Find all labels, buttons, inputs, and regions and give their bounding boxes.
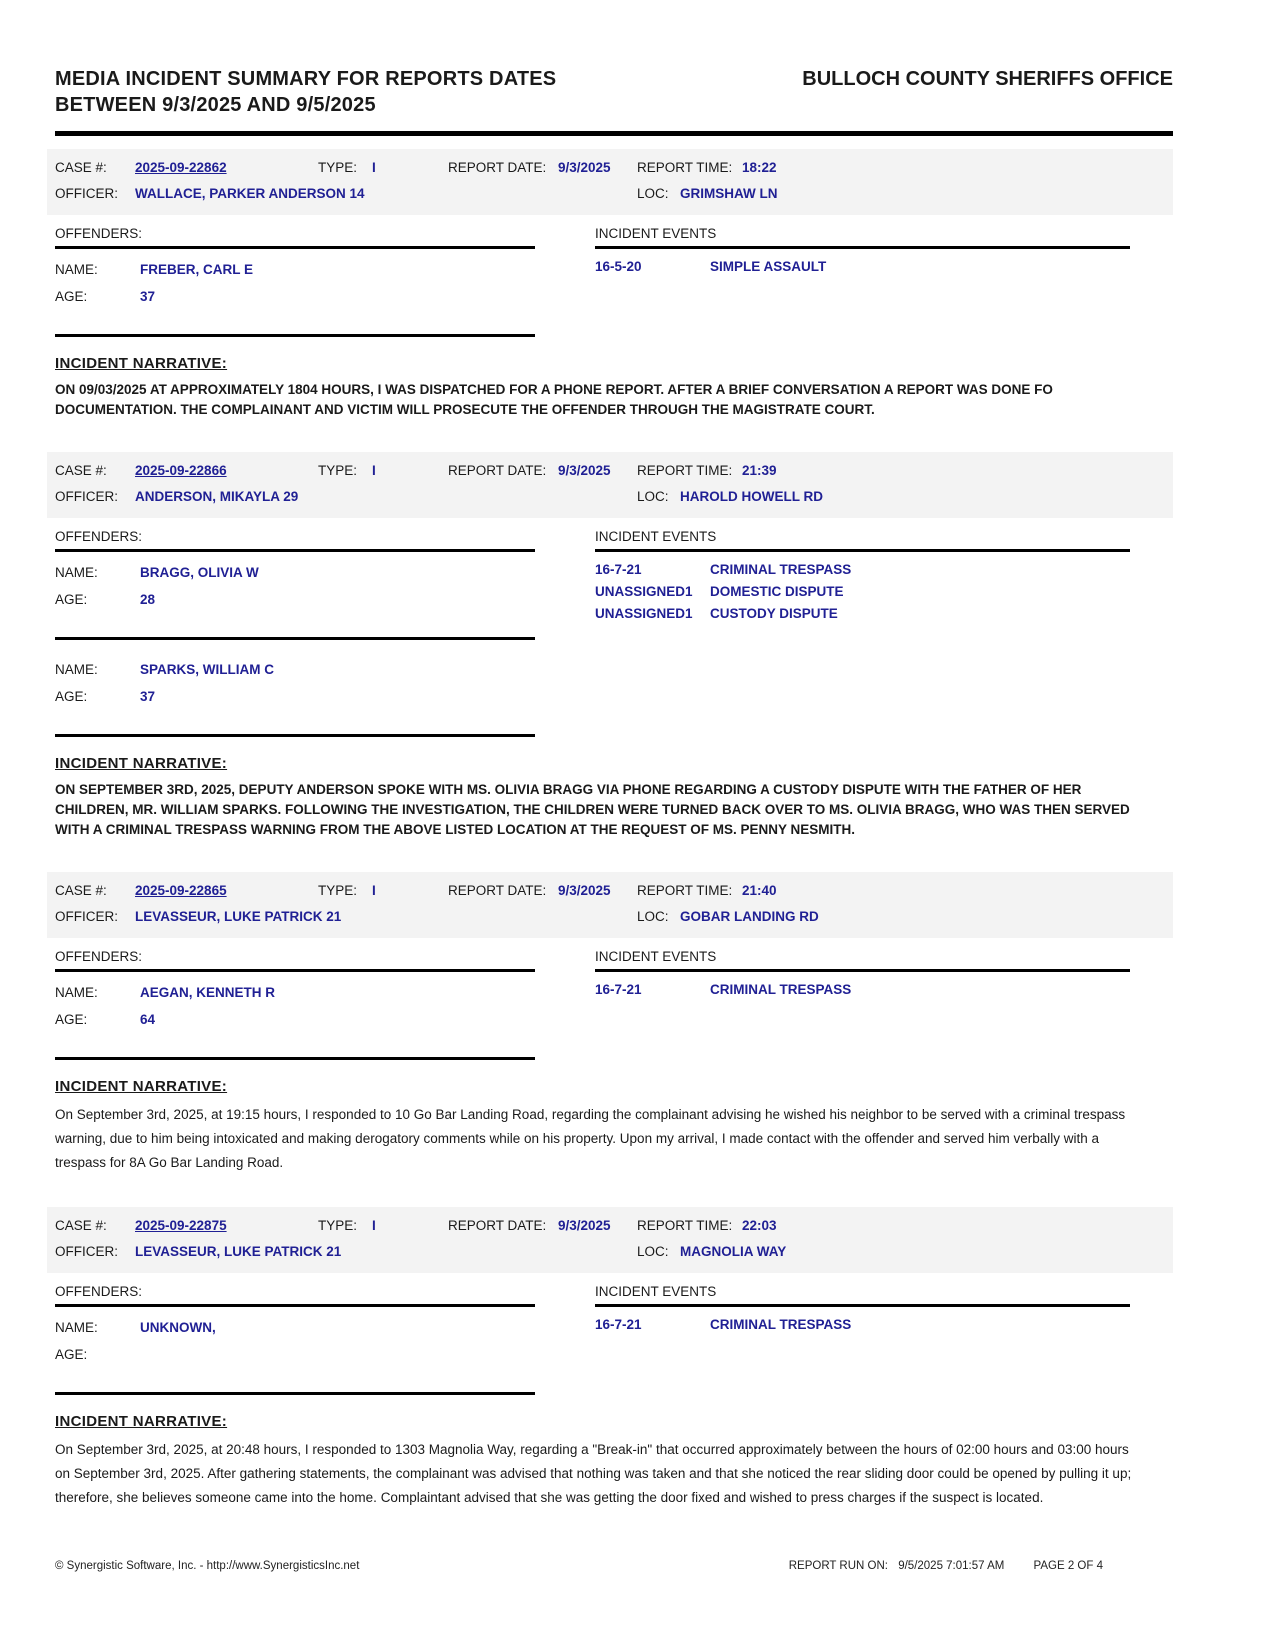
case-header-row2 <box>55 484 1173 510</box>
loc-value: MAGNOLIA WAY <box>680 1244 787 1259</box>
case-header-row1 <box>55 155 1173 181</box>
type-value: I <box>372 1218 376 1233</box>
officer-value: LEVASSEUR, LUKE PATRICK 21 <box>135 1244 342 1259</box>
name-value: UNKNOWN, <box>140 1320 216 1335</box>
incident-events-section <box>595 528 1130 737</box>
report-date-label: REPORT DATE: <box>448 1218 547 1233</box>
report-time-value: 21:40 <box>742 883 777 898</box>
name-value: SPARKS, WILLIAM C <box>140 662 274 677</box>
loc-label: LOC: <box>637 489 669 504</box>
event-description: DOMESTIC DISPUTE <box>710 584 844 599</box>
event-code: 16-7-21 <box>595 562 642 577</box>
report-time-label: REPORT TIME: <box>637 160 733 175</box>
case-header-row2 <box>55 1239 1173 1265</box>
incident-events-section <box>595 225 1130 337</box>
offenders-label: OFFENDERS: <box>55 1284 143 1299</box>
age-label: AGE: <box>55 289 88 304</box>
offender-name-row <box>55 1314 535 1341</box>
incident-events-rule <box>595 246 1130 249</box>
incident-narrative-heading: INCIDENT NARRATIVE: <box>55 755 228 772</box>
age-label: AGE: <box>55 1012 88 1027</box>
report-date-label: REPORT DATE: <box>448 463 547 478</box>
age-value: 64 <box>140 1012 156 1027</box>
offender-name-row <box>55 656 535 683</box>
page-indicator: PAGE 2 OF 4 <box>1033 1560 1103 1572</box>
type-label: TYPE: <box>318 463 358 478</box>
offenders-rule <box>55 549 535 552</box>
offender-name-row <box>55 256 535 283</box>
offender-name-row <box>55 559 535 586</box>
case-header-row1 <box>55 878 1173 904</box>
offender-divider <box>55 334 535 337</box>
age-value: 37 <box>140 689 156 704</box>
incident-events-section <box>595 948 1130 1060</box>
case-detail-columns <box>55 528 1173 737</box>
officer-label: OFFICER: <box>55 186 118 201</box>
event-code: 16-5-20 <box>595 259 642 274</box>
case-block <box>55 1207 1173 1510</box>
offender-group <box>55 559 535 613</box>
report-header <box>55 66 1173 118</box>
offender-age-row <box>55 586 535 613</box>
event-description: CRIMINAL TRESPASS <box>710 562 852 577</box>
event-description: SIMPLE ASSAULT <box>710 259 827 274</box>
loc-value: GRIMSHAW LN <box>680 186 778 201</box>
offender-group <box>55 256 535 310</box>
event-code: UNASSIGNED1 <box>595 606 693 621</box>
name-label: NAME: <box>55 262 98 277</box>
report-date-value: 9/3/2025 <box>558 1218 611 1233</box>
offender-group <box>55 1314 535 1368</box>
report-time-value: 21:39 <box>742 463 777 478</box>
offender-divider <box>55 734 535 737</box>
event-description: CUSTODY DISPUTE <box>710 606 838 621</box>
event-row <box>595 256 1130 278</box>
case-block <box>55 149 1173 420</box>
report-page <box>55 0 1173 1510</box>
loc-label: LOC: <box>637 909 669 924</box>
case-block <box>55 872 1173 1175</box>
case-number-link[interactable]: 2025-09-22862 <box>135 160 227 175</box>
incident-events-label: INCIDENT EVENTS <box>595 529 717 544</box>
page-title-line2: BETWEEN 9/3/2025 AND 9/5/2025 <box>55 94 376 116</box>
incident-events-label: INCIDENT EVENTS <box>595 949 717 964</box>
incident-events-rule <box>595 969 1130 972</box>
offenders-label: OFFENDERS: <box>55 226 143 241</box>
report-time-value: 22:03 <box>742 1218 777 1233</box>
offender-name-row <box>55 979 535 1006</box>
page-footer <box>55 1560 1173 1572</box>
case-header-band <box>47 149 1173 215</box>
event-list <box>595 1314 1130 1336</box>
offenders-section <box>55 528 535 737</box>
name-value: FREBER, CARL E <box>140 262 254 277</box>
loc-value: GOBAR LANDING RD <box>680 909 819 924</box>
officer-value: LEVASSEUR, LUKE PATRICK 21 <box>135 909 342 924</box>
incident-events-label: INCIDENT EVENTS <box>595 1284 717 1299</box>
name-label: NAME: <box>55 1320 98 1335</box>
report-date-label: REPORT DATE: <box>448 160 547 175</box>
offender-age-row <box>55 1006 535 1033</box>
incident-narrative-heading: INCIDENT NARRATIVE: <box>55 1413 228 1430</box>
name-value: BRAGG, OLIVIA W <box>140 565 259 580</box>
type-value: I <box>372 463 376 478</box>
report-date-label: REPORT DATE: <box>448 883 547 898</box>
case-detail-columns <box>55 225 1173 337</box>
offenders-rule <box>55 246 535 249</box>
age-label: AGE: <box>55 592 88 607</box>
footer-run-info <box>789 1560 1173 1572</box>
incident-events-rule <box>595 549 1130 552</box>
event-row <box>595 559 1130 581</box>
case-number-label: CASE #: <box>55 1218 107 1233</box>
offenders-section <box>55 948 535 1060</box>
event-description: CRIMINAL TRESPASS <box>710 982 852 997</box>
type-value: I <box>372 883 376 898</box>
offender-age-row <box>55 683 535 710</box>
loc-value: HAROLD HOWELL RD <box>680 489 823 504</box>
event-row <box>595 603 1130 625</box>
offenders-rule <box>55 969 535 972</box>
incident-narrative-text: On September 3rd, 2025, at 19:15 hours, I responded to 10 Go Bar Landing Road, regarding the complainant advising he wished his neighbor to be served with a criminal trespass warning, due to him being intoxicated and making derogatory comments while on his property. Upon my arrival, I made contact with the offender and served him verbally with a trespass for 8A Go Bar Landing Road. <box>55 1107 1126 1170</box>
incident-narrative-section <box>55 1078 1173 1175</box>
type-value: I <box>372 160 376 175</box>
case-number-link[interactable]: 2025-09-22866 <box>135 463 227 478</box>
event-code: 16-7-21 <box>595 1317 642 1332</box>
case-detail-columns <box>55 948 1173 1060</box>
officer-label: OFFICER: <box>55 489 118 504</box>
type-label: TYPE: <box>318 1218 358 1233</box>
case-number-link[interactable]: 2025-09-22865 <box>135 883 227 898</box>
name-label: NAME: <box>55 662 98 677</box>
incident-events-rule <box>595 1304 1130 1307</box>
case-header-band <box>47 452 1173 518</box>
event-list <box>595 979 1130 1001</box>
name-label: NAME: <box>55 565 98 580</box>
name-label: NAME: <box>55 985 98 1000</box>
offender-age-row <box>55 1341 535 1368</box>
offenders-section <box>55 225 535 337</box>
event-row <box>595 979 1130 1001</box>
report-date-value: 9/3/2025 <box>558 160 611 175</box>
case-number-label: CASE #: <box>55 160 107 175</box>
report-run-value: 9/5/2025 7:01:57 AM <box>898 1560 1005 1572</box>
case-header-band <box>47 872 1173 938</box>
loc-label: LOC: <box>637 1244 669 1259</box>
type-label: TYPE: <box>318 883 358 898</box>
officer-label: OFFICER: <box>55 909 118 924</box>
agency-name: BULLOCH COUNTY SHERIFFS OFFICE <box>802 68 1173 90</box>
report-time-label: REPORT TIME: <box>637 463 733 478</box>
offenders-label: OFFENDERS: <box>55 529 143 544</box>
event-row <box>595 1314 1130 1336</box>
event-list <box>595 256 1130 278</box>
offenders-rule <box>55 1304 535 1307</box>
report-time-label: REPORT TIME: <box>637 1218 733 1233</box>
report-time-value: 18:22 <box>742 160 777 175</box>
offender-group <box>55 656 535 710</box>
incident-narrative-text: On September 3rd, 2025, at 20:48 hours, I responded to 1303 Magnolia Way, regarding a "Break-in" that occurred approximately between the hours of 02:00 hours and 03:00 hours on September 3rd, 2025. After gathering statements, the complainant was advised that nothing was taken and that she noticed the rear sliding door could be opened by pulling it up; therefore, she believes someone came into the home. Complaintant advised that she was getting the door fixed and wished to press charges if the suspect is located. <box>55 1442 1132 1505</box>
case-header-row1 <box>55 1213 1173 1239</box>
report-date-value: 9/3/2025 <box>558 883 611 898</box>
incident-narrative-heading: INCIDENT NARRATIVE: <box>55 355 228 372</box>
case-header-row2 <box>55 181 1173 207</box>
officer-value: WALLACE, PARKER ANDERSON 14 <box>135 186 365 201</box>
footer-copyright: © Synergistic Software, Inc. - http://www.SynergisticsInc.net <box>55 1560 360 1572</box>
offender-divider <box>55 1392 535 1395</box>
report-date-value: 9/3/2025 <box>558 463 611 478</box>
incident-events-section <box>595 1283 1130 1395</box>
officer-label: OFFICER: <box>55 1244 118 1259</box>
incident-narrative-section <box>55 355 1173 420</box>
incident-narrative-text: ON 09/03/2025 AT APPROXIMATELY 1804 HOURS, I WAS DISPATCHED FOR A PHONE REPORT. AFTER A BRIEF CONVERSATION A REPORT WAS DONE FO DOCUMENTATION. THE COMPLAINANT AND VICTIM WILL PROSECUTE THE OFFENDER THROUGH THE MAGISTRATE COURT. <box>55 382 1053 417</box>
incident-narrative-heading: INCIDENT NARRATIVE: <box>55 1078 228 1095</box>
offender-divider <box>55 637 535 640</box>
type-label: TYPE: <box>318 160 358 175</box>
age-label: AGE: <box>55 1347 88 1362</box>
age-value: 28 <box>140 592 156 607</box>
loc-label: LOC: <box>637 186 669 201</box>
incident-narrative-section <box>55 755 1173 840</box>
offenders-section <box>55 1283 535 1395</box>
offender-age-row <box>55 283 535 310</box>
incident-narrative-text: ON SEPTEMBER 3RD, 2025, DEPUTY ANDERSON SPOKE WITH MS. OLIVIA BRAGG VIA PHONE REGARDING A CUSTODY DISPUTE WITH THE FATHER OF HER CHILDREN, MR. WILLIAM SPARKS. FOLLOWING THE INVESTIGATION, THE CHILDREN WERE TURNED BACK OVER TO MS. OLIVIA BRAGG, WHO WAS THEN SERVED WITH A CRIMINAL TRESPASS WARNING FROM THE ABOVE LISTED LOCATION AT THE REQUEST OF MS. PENNY NESMITH. <box>55 782 1130 837</box>
officer-value: ANDERSON, MIKAYLA 29 <box>135 489 299 504</box>
event-row <box>595 581 1130 603</box>
report-run-label: REPORT RUN ON: <box>788 1560 888 1572</box>
name-value: AEGAN, KENNETH R <box>140 985 276 1000</box>
event-code: 16-7-21 <box>595 982 642 997</box>
report-time-label: REPORT TIME: <box>637 883 733 898</box>
incident-narrative-section <box>55 1413 1173 1510</box>
header-rule <box>55 131 1173 136</box>
age-value: 37 <box>140 289 156 304</box>
incident-events-label: INCIDENT EVENTS <box>595 226 717 241</box>
case-detail-columns <box>55 1283 1173 1395</box>
offender-group <box>55 979 535 1033</box>
offenders-label: OFFENDERS: <box>55 949 143 964</box>
page-title <box>55 66 556 118</box>
event-code: UNASSIGNED1 <box>595 584 693 599</box>
case-number-label: CASE #: <box>55 883 107 898</box>
case-number-label: CASE #: <box>55 463 107 478</box>
event-description: CRIMINAL TRESPASS <box>710 1317 852 1332</box>
offender-divider <box>55 1057 535 1060</box>
age-label: AGE: <box>55 689 88 704</box>
case-block <box>55 452 1173 840</box>
event-list <box>595 559 1130 625</box>
case-header-row1 <box>55 458 1173 484</box>
case-header-band <box>47 1207 1173 1273</box>
page-title-line1: MEDIA INCIDENT SUMMARY FOR REPORTS DATES <box>55 68 557 90</box>
case-header-row2 <box>55 904 1173 930</box>
case-number-link[interactable]: 2025-09-22875 <box>135 1218 227 1233</box>
